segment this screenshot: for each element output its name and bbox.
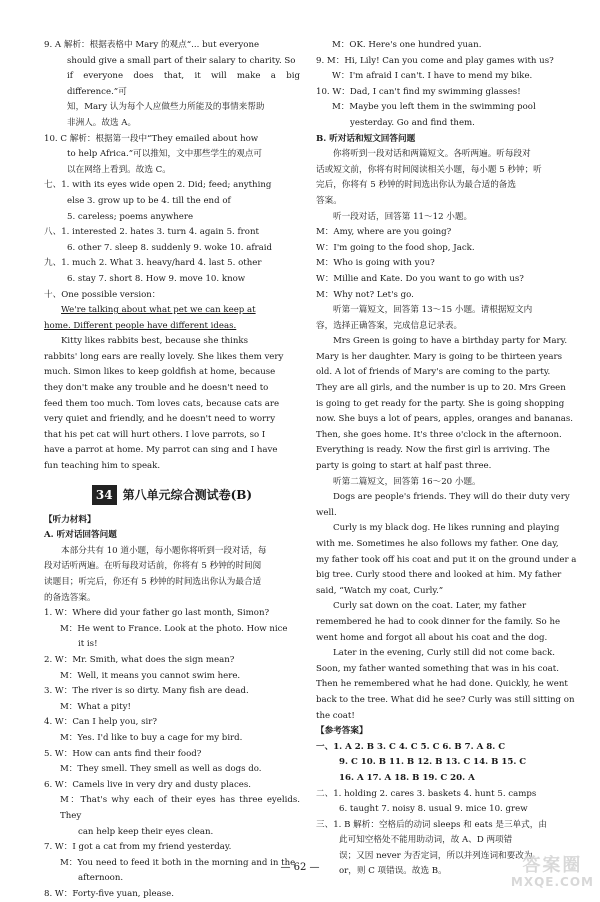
answer-9-line: if everyone does that, it will make a big difference.”可 — [67, 71, 300, 97]
right-column — [316, 38, 588, 880]
answer-key-heading: 【参考答案】 — [316, 726, 368, 737]
dialogue-line: 8. W：Forty-five yuan, please. — [44, 888, 174, 899]
essay-line: that his pet cat will hurt others. I love parrots, so I — [44, 429, 266, 440]
dialogue-line: M：Yes. I'd like to buy a cage for my bird. — [60, 732, 243, 743]
section-b-intro: 完后，你将有 5 秒钟的时间选出你认为最合适的备选 — [316, 180, 516, 191]
section-b-intro: 答案。 — [316, 195, 342, 206]
essay-line: have a parrot at home. My parrot can sing and I have — [44, 445, 278, 456]
answer-key-line: 二、1. holding 2. cares 3. baskets 4. hunt 5. camps — [316, 788, 537, 799]
section-7-line: 七、1. with its eyes wide open 2. Did; feed; anything — [44, 180, 272, 191]
dialogue-line: M：Amy, where are you going? — [316, 227, 452, 238]
instruction-11-12: 听一段对话，回答第 11～12 小题。 — [333, 211, 473, 222]
instruction-13-15: 听第一篇短文，回答第 13～15 小题。请根据短文内 — [333, 305, 533, 316]
dialogue-line: 2. W：Mr. Smith, what does the sign mean? — [44, 654, 235, 665]
passage-1-line: Then, she goes home. It's three o'clock in the afternoon. — [316, 429, 562, 440]
watermark-logo — [510, 855, 594, 890]
dialogue-line: 9. M：Hi, Lily! Can you come and play games with us? — [316, 55, 554, 66]
dialogue-line: M：What a pity! — [60, 701, 131, 712]
answer-key-line: or，则 C 项错误。故选 B。 — [339, 866, 447, 877]
passage-2-line: Curly is my black dog. He likes running and playing — [333, 523, 560, 534]
passage-2-line: Soon, my father wanted something that was in his coat. — [316, 663, 559, 674]
dialogue-line: 6. W：Camels live in very dry and dusty places. — [44, 779, 251, 790]
essay-underlined-line: home. Different people have different ideas. — [44, 320, 237, 331]
instruction-16-20: 听第二篇短文，回答第 16～20 小题。 — [333, 476, 481, 487]
dialogue-line: M：He went to France. Look at the photo. How nice — [60, 623, 288, 634]
passage-1-line: is going to get ready for the party. She is going shopping — [316, 398, 565, 409]
passage-2-line: big tree. Curly stood there and looked at him. My father — [316, 570, 562, 581]
page-number: — 62 — — [280, 862, 320, 873]
essay-line: very quiet and friendly, and he doesn't need to worry — [44, 414, 276, 425]
dialogue-line: M：They smell. They smell as well as dogs do. — [60, 764, 262, 775]
answer-key-line: 误；又因 never 为否定词，所以并列连词和要改为 — [339, 850, 533, 861]
section-a-heading: A. 听对话回答问题 — [44, 530, 117, 541]
section-9-line: 6. stay 7. short 8. How 9. move 10. know — [67, 273, 246, 284]
dialogue-line: M：Why not? Let's go. — [316, 289, 414, 300]
listening-material-heading: 【听力材料】 — [44, 514, 96, 525]
section-a-intro: 读题目；听完后，你还有 5 秒钟的时间选出你认为最合适 — [44, 577, 262, 587]
passage-2-line: with me. Sometimes he also follows my father. One day, — [316, 539, 559, 549]
passage-2-line: well. — [316, 507, 337, 518]
dialogue-line: yesterday. Go and find them. — [350, 117, 475, 128]
section-b-intro: 话或短文前，你将有时间阅读相关小题，每小题 5 秒钟；听 — [316, 164, 542, 175]
dialogue-line: M：Well, it means you cannot swim here. — [60, 670, 241, 681]
instruction-13-15: 容，选择正确答案，完成信息记录表。 — [316, 320, 463, 331]
test-title-text: 第八单元综合测试卷(B) — [122, 487, 253, 502]
dialogue-line: M：Maybe you left them in the swimming pool — [332, 102, 536, 113]
watermark-line-2: MXQE.COM — [510, 875, 594, 889]
passage-2-line: Then he remembered what he had done. Quickly, he went — [316, 679, 568, 690]
dialogue-line: W：I'm afraid I can't. I have to mend my bike. — [332, 71, 533, 82]
section-8-line: 6. other 7. sleep 8. suddenly 9. woke 10. afraid — [67, 242, 273, 253]
essay-line: they don't make any trouble and he doesn't need to — [44, 383, 269, 394]
section-a-intro: 段对话听两遍。在听每段对话前，你将有 5 秒钟的时间阅 — [44, 561, 262, 572]
answer-key-line: 9. C 10. B 11. B 12. B 13. C 14. B 15. C — [339, 757, 527, 768]
section-7-line: 5. careless; poems anywhere — [67, 211, 194, 222]
passage-1-line: They are all girls, and the number is up to 20. Mrs Green — [316, 383, 566, 394]
answer-10-line: 以在网络上看到。故选 C。 — [67, 164, 171, 175]
dialogue-line: W：I'm going to the food shop, Jack. — [316, 242, 475, 253]
passage-1-line: Everything is ready. Now the first girl is arriving. The — [316, 445, 550, 456]
essay-line: feed them too much. Tom loves cats, because cats are — [44, 398, 280, 409]
dialogue-line: 4. W：Can I help you, sir? — [44, 717, 157, 728]
passage-2-line: Later in the evening, Curly still did not come back. — [333, 648, 555, 659]
dialogue-line: 7. W：I got a cat from my friend yesterday. — [44, 842, 232, 853]
dialogue-line: 10. W：Dad, I can't find my swimming glasses! — [316, 86, 521, 97]
essay-line: Kitty likes rabbits best, because she thinks — [61, 336, 249, 347]
passage-1-line: party is going to start at half past three. — [316, 461, 492, 472]
test-number-badge: 34 — [92, 485, 117, 505]
dialogue-line: M：Who is going with you? — [316, 258, 435, 269]
passage-2-line: Curly sat down on the coat. Later, my father — [333, 601, 527, 612]
answer-9-line: 非洲人。故选 A。 — [67, 117, 137, 128]
answer-9-line: 9. A 解析：根据表格中 Mary 的观点“... but everyone — [44, 40, 260, 50]
section-10-heading: 十、One possible version： — [44, 289, 161, 300]
passage-2-line: went home and forgot all about his coat and the dog. — [316, 632, 548, 643]
section-9-line: 九、1. much 2. What 3. heavy/hard 4. last 5. other — [44, 258, 262, 269]
section-b-heading: B. 听对话和短文回答问题 — [316, 133, 416, 144]
essay-line: rabbits' long ears are really lovely. She likes them very — [44, 351, 284, 362]
answer-key-line: 三、1. B 解析：空格后的动词 sleeps 和 eats 是三单式，由 — [316, 819, 547, 830]
answer-10-line: to help Africa.”可以推知，文中那些学生的观点可 — [67, 149, 263, 160]
test-title — [44, 485, 300, 505]
section-a-intro: 本部分共有 10 道小题，每小题你将听到一段对话，每 — [61, 545, 267, 556]
dialogue-line: 5. W：How can ants find their food? — [44, 748, 202, 759]
passage-1-line: now. She buys a lot of pears, apples, oranges and bananas. — [316, 414, 573, 425]
answer-key-line: 此可知空格处不能用助动词，故 A、D 两项错 — [339, 835, 513, 846]
section-b-intro: 你将听到一段对话和两篇短文。各听两遍。听每段对 — [333, 149, 531, 160]
passage-2-line: back to the tree. What did he see? Curly was still sitting on — [316, 694, 575, 705]
dialogue-line: afternoon. — [78, 873, 124, 884]
passage-1-line: Mary is her daughter. Mary is going to be thirteen years — [316, 351, 563, 362]
passage-2-line: said, “Watch my coat, Curly.” — [316, 585, 444, 596]
essay-line: fun teaching him to speak. — [44, 461, 161, 472]
section-7-line: else 3. grow up to be 4. till the end of — [67, 195, 231, 206]
dialogue-line: 1. W：Where did your father go last month, Simon? — [44, 608, 270, 619]
dialogue-line: W：Millie and Kate. Do you want to go with us? — [316, 273, 524, 284]
answer-key-line: 一、1. A 2. B 3. C 4. C 5. C 6. B 7. A 8. C — [316, 741, 506, 752]
watermark-line-1: 答案圈 — [522, 855, 583, 876]
passage-2-line: my father took off his coat and put it on the ground under a — [316, 554, 577, 565]
answer-key-line: 6. taught 7. noisy 8. usual 9. mice 10. grew — [339, 804, 528, 815]
answer-9-line: 知，Mary 认为每个人应做些力所能及的事情来帮助 — [67, 102, 265, 113]
passage-2-line: the coat! — [316, 710, 355, 721]
passage-1-line: Mrs Green is going to have a birthday party for Mary. — [333, 336, 568, 347]
passage-2-line: remembered he had to cook dinner for the family. So he — [316, 616, 561, 627]
answer-10-line: 10. C 解析：根据第一段中“They emailed about how — [44, 133, 259, 144]
left-column — [44, 38, 300, 902]
dialogue-line: 3. W：The river is so dirty. Many fish are dead. — [44, 686, 249, 697]
answer-key-line: 16. A 17. A 18. B 19. C 20. A — [339, 772, 475, 783]
answer-9-line: should give a small part of their salary to charity. So — [67, 55, 296, 66]
passage-2-line: Dogs are people's friends. They will do their duty very — [333, 492, 570, 503]
essay-underlined-line: We're talking about what pet we can keep at — [61, 305, 256, 316]
dialogue-line: M：OK. Here's one hundred yuan. — [332, 40, 482, 50]
essay-line: much. Simon likes to keep goldfish at home, because — [44, 367, 276, 378]
section-8-line: 八、1. interested 2. hates 3. turn 4. again 5. front — [44, 227, 259, 238]
passage-1-line: old. A lot of friends of Mary's are coming to the party. — [316, 367, 551, 378]
dialogue-line: can help keep their eyes clean. — [78, 826, 214, 837]
dialogue-line: it is! — [78, 639, 98, 650]
dialogue-line: M：That's why each of their eyes has three eyelids. They — [60, 795, 300, 821]
dialogue-line: M：You need to feed it both in the morning and in the — [60, 857, 296, 868]
section-a-intro: 的备选答案。 — [44, 592, 96, 603]
